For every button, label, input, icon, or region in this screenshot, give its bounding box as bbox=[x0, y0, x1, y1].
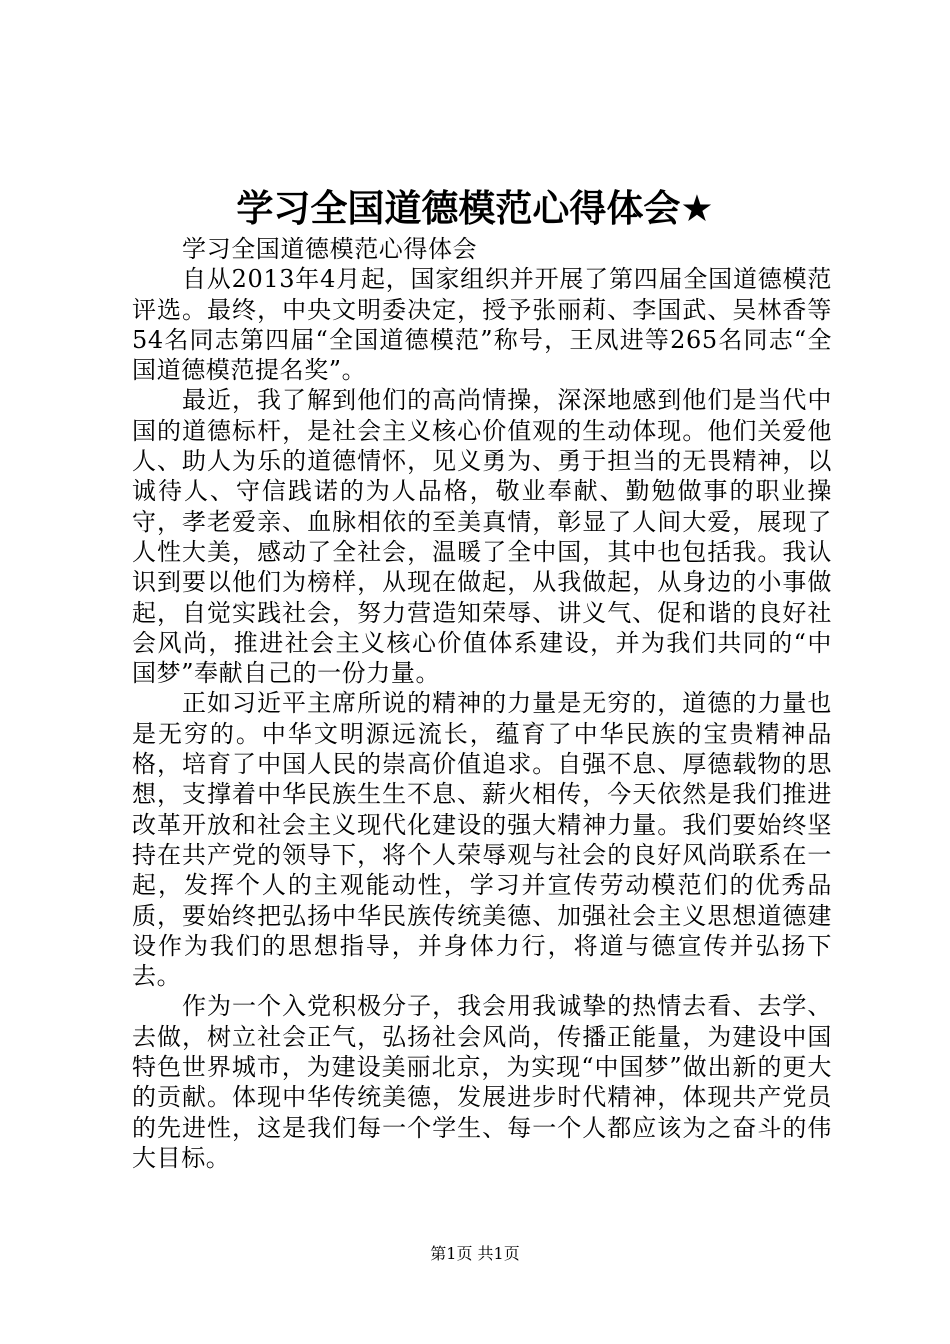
document-body bbox=[132, 234, 832, 1173]
document-subtitle: 学习全国道德模范心得体会 bbox=[182, 235, 478, 263]
body-paragraph: 最近，我了解到他们的高尚情操，深深地感到他们是当代中国的道德标杆，是社会主义核心价值观的生动体现。他们关爱他人、助人为乐的道德情怀，见义勇为、勇于担当的无畏精神，以诚待人、守信践诺的为人品格，敬业奉献、勤勉做事的职业操守，孝老爱亲、血脉相依的至美真情，彰显了人间大爱，展现了人性大美，感动了全社会，温暖了全中国，其中也包括我。我认识到要以他们为榜样，从现在做起，从我做起，从身边的小事做起，自觉实践社会，努力营造知荣辱、讲义气、促和谐的良好社会风尚，推进社会主义核心价值体系建设，并为我们共同的“中国梦”奉献自己的一份力量。 bbox=[132, 386, 832, 688]
document-title: 学习全国道德模范心得体会★ bbox=[236, 187, 714, 230]
body-paragraph: 自从2013年4月起，国家组织并开展了第四届全国道德模范评选。最终，中央文明委决定，授予张丽莉、李国武、吴林香等54名同志第四届“全国道德模范”称号，王凤进等265名同志“全国道德模范提名奖”。 bbox=[132, 265, 832, 385]
body-paragraph: 作为一个入党积极分子，我会用我诚挚的热情去看、去学、去做，树立社会正气，弘扬社会风尚，传播正能量，为建设中国特色世界城市，为建设美丽北京，为实现“中国梦”做出新的更大的贡献。体现中华传统美德，发展进步时代精神，体现共产党员的先进性，这是我们每一个学生、每一个人都应该为之奋斗的伟大目标。 bbox=[132, 992, 832, 1172]
body-paragraph: 正如习近平主席所说的精神的力量是无穷的，道德的力量也是无穷的。中华文明源远流长，蕴育了中华民族的宝贵精神品格，培育了中国人民的崇高价值追求。自强不息、厚德载物的思想，支撑着中华民族生生不息、薪火相传，今天依然是我们推进改革开放和社会主义现代化建设的强大精神力量。我们要始终坚持在共产党的领导下，将个人荣辱观与社会的良好风尚联系在一起，发挥个人的主观能动性，学习并宣传劳动模范们的优秀品质，要始终把弘扬中华民族传统美德、加强社会主义思想道德建设作为我们的思想指导，并身体力行，将道与德宣传并弘扬下去。 bbox=[132, 689, 832, 991]
page-footer: 第1页 共1页 bbox=[430, 1244, 520, 1263]
